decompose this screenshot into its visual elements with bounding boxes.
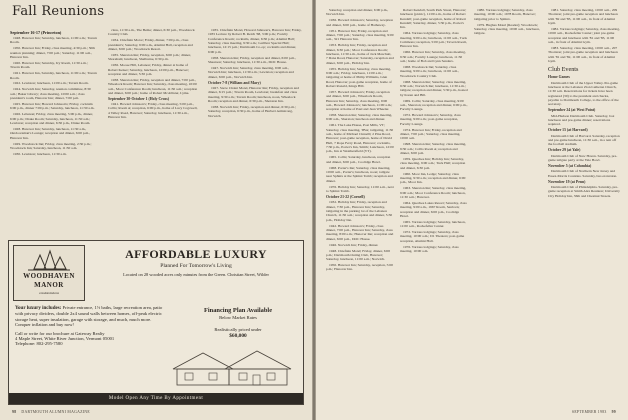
reunion-entry: 1947. Norwich Inn; Saturday, class meeting, 9:00 a.m., Norwich Inn; luncheon, 11:30 a.m.; Lewiston; reception and dinner, 6:00 p.m., Norwich Inn. bbox=[208, 65, 294, 79]
reunion-entry: 1929. Woodstock Inn; Friday, class meeting, 2:30 p.m.; Woodstock Inn; Saturday, luncheon, 11:30 a.m. bbox=[10, 141, 92, 150]
reunion-entry: 1968. Sheraton Inn; Saturday, class meeting, 9:30 a.m.; Norwich Inn; luncheon, 11:30 a.m.; tailgate; reception and dinner, 5:30 p.m., hosted by Karen and Bill. bbox=[400, 79, 468, 97]
reunion-entry: 1938. Norwich Inn; Friday, reception and dinner, 6:30 p.m.; Saturday, reception, 6:30 p.m., home of Herbert Armstrong, Norwich. bbox=[208, 104, 296, 118]
reunion-entry: 1968. Porter's Inn; Saturday, class meeting, 10:00 a.m., Porter's; luncheon, noon; tailgate near Sphinx at the Sphinx Tomb; reception and dinner. bbox=[326, 165, 393, 183]
magazine-name: DARTMOUTH ALUMNI MAGAZINE bbox=[21, 410, 91, 414]
contact-line-1: Call or write for our brochure at Gateway Realty bbox=[15, 330, 105, 336]
reunion-entry: 1965. Various lodgings; Saturday, luncheon, 11:00 a.m., Rockefeller Center. bbox=[400, 219, 466, 229]
reunion-entry: Robert Kendall, South Park Street, Hanover; luncheon (picnic), 11:00 a.m., home of Robert Kendall; post-game reception, home of Robert Kendall; Saturday, dinner, 5:30 p.m., Porter's Inn. bbox=[400, 8, 467, 30]
reunion-entry: 1961. The Lake House, Post Mills, VT; Saturday, class meeting, TBA; tailgating, 11:30 a.m., home of Michael Cinnelli; 2 Pine Road, Hanover; post-game reception, home of David Hull, 7 Rope Ferry Road, Hanover; cocktails, 7:30 p.m., Porter's Inn, Smith; Luncheon, 12:00 p.m., Inn at Weathersfield (VT). bbox=[326, 123, 394, 154]
subheading: September 24 (at West Point) bbox=[548, 108, 596, 113]
right-column-1 bbox=[326, 8, 394, 403]
reunion-entry: 1968. Woodstock Inn; Saturday, class meeting, 9:00 a.m.; luncheon, 11:00 a.m., Woodstock Country Club. bbox=[400, 64, 459, 78]
reunion-entry: 1934. Chieftain Motor; Friday, dinner, 7:00 p.m., class president's; Saturday, 9:00 a.m., Alumni Hall, reception and dinner, 6:00 p.m.; Woodstock Resort. bbox=[108, 38, 193, 51]
reunion-entry: 1925. Hanover Inn; Howard Johnson's; Friday, cocktails 6:00 p.m., dinner 7:00 p.m.; Saturday, luncheon, 11:30 a.m. bbox=[10, 102, 95, 111]
tree-icon bbox=[26, 249, 72, 271]
reunion-entry: 1950. Hanover Inn; Saturday, reception, 5:00 p.m.; Hanover Inn. bbox=[326, 263, 393, 272]
reunion-entry: 1976. Various lodgings; Saturday, class meeting, 10:00 a.m. bbox=[400, 244, 459, 254]
reunion-entry: 1966. Hanover Inn; Saturday, class meeting, 9:30 a.m.; Faculty Lounge; luncheon, 11:30 a.m.; home of Bob and Lynn Sanders. bbox=[400, 50, 466, 63]
section-heading: Club Events bbox=[548, 66, 579, 74]
ad-subheadline: Planned For Tomorrow's Living bbox=[160, 263, 232, 269]
reunion-entry: 1982. Various lodgings; Saturday, class meeting, 10:00 a.m., Rockefeller Center; joint pre-game reception and luncheon with '81 and '83, 11:00 a.m., in front of Alumni Gym. bbox=[548, 26, 620, 44]
house-illustration-icon bbox=[169, 347, 297, 387]
reunion-entry: 1930. Lewiston; luncheon, 11:30 a.m. bbox=[13, 151, 67, 156]
reunion-entry: 1959. Quechee Inn; Holiday Inn; Saturday, class meeting, 9:00 a.m.; Tuck Hall; reception and dinner, 6:30 p.m. bbox=[400, 157, 466, 170]
ad-headline: AFFORDABLE LUXURY bbox=[125, 247, 267, 261]
right-column-2 bbox=[400, 8, 468, 403]
price-label: Realistically priced under bbox=[214, 327, 262, 332]
reunion-entry: 1983. Saturday, class meeting, 10:00 a.m., 207 Thornton; joint pre-game reception and luncheon with '81 and '82, 11:00 a.m., in front of Alumni Gym. bbox=[548, 45, 618, 63]
reunion-entry: 1948. Hanover Inn; Saturday, luncheon, 11:00 a.m.; Tavern Room. bbox=[10, 36, 98, 45]
reunion-date-heading: September 16-17 (Princeton) bbox=[10, 30, 62, 35]
right-footer bbox=[572, 410, 616, 414]
reunion-entry: 1964. Quechee Lakes Resort; Saturday, class meeting, 9:00 a.m., 1967 Room, Sanborn; reception and dinner, 6:00 p.m., Coolidge Hotel. bbox=[400, 200, 467, 218]
reunion-entry: Dartmouth Club of New Haven. Saturday, pre-game tailgate party at the Yale Bowl. bbox=[548, 153, 618, 162]
subheading: October 15 (at Harvard) bbox=[548, 128, 588, 133]
subheading: October 7-8 (William and Mary) bbox=[208, 80, 261, 85]
reunion-entry: 1957. Howard Johnson's; Friday, reception and dinner, 6:00 p.m., Wheelock Room, Hanover Inn; Saturday, class meeting, 9:00 a.m., Howard Johnson's; luncheon, 11:00 a.m.; reception at home of Paul and Jean Wheeler. bbox=[326, 89, 393, 112]
left-column-3 bbox=[208, 28, 302, 236]
reunion-entry: 1948. Chieftain Motel; Friday, dinner, 6:00 p.m.; Dartmouth Outing Club, Hanover; Saturday, luncheon, 11:00 a.m.; Norwich. bbox=[326, 248, 391, 262]
reunion-entry: 1921. Hanover Inn, Saturday, luncheon, 11:00 a.m.; Tavern Room. bbox=[10, 71, 97, 80]
right-column-3 bbox=[474, 8, 542, 403]
subheading: October 29 (at Yale) bbox=[548, 148, 581, 153]
woodhaven-logo bbox=[13, 245, 85, 301]
reunion-entry: 1938. Sheraton Inn; Friday, reception and dinner, 7:00 p.m., Wheelock Room; Hanover Inn; Saturday, class meeting, 10:00 a.m., Moor Conference Room; luncheon, 11:30 a.m.; reception and dinner, 6:00 p.m.; home of Robert McAllister, Lyme. bbox=[108, 77, 198, 95]
reunion-entry: 1953. Holiday Inn; Friday, reception and dinner, 6:30 p.m.; Moor Conference Room; luncheon, 11:30 a.m., home of Jack Meschutt, 7 Dana Road, Hanover; Saturday, reception and dinner, 6:00 p.m., Holiday Inn. bbox=[326, 43, 394, 65]
reunion-entry: 1972. Howard Johnson's; Saturday, class meeting, 9:00 a.m.; post-game reception, Faculty Lounge. bbox=[400, 113, 461, 126]
reunion-entry: 1979. Hughes Motel (Reader); Woodstock; Saturday, class meeting, 10:00 a.m., luncheon, tailgate. bbox=[474, 22, 540, 36]
reunion-entry: class, 11:30 a.m., The Bema; dinner, 6:30 p.m., Woodstock Country Club. bbox=[108, 28, 195, 37]
reunion-entry: 1976. Holiday Inn; Saturday, 11:00 a.m., next to Sphinx Tomb. bbox=[326, 184, 394, 193]
right-column-4 bbox=[548, 8, 620, 403]
reunion-entry: 1964. Various lodgings; Saturday, class meeting, 9:00 a.m.; luncheon, 11:00 a.m., Tuck Commons; reception, 5:00 p.m.; Tavern Room, Hanover Inn. bbox=[400, 31, 467, 49]
reunion-entry: 1972. Various lodgings; Saturday, class meeting, 10:00 a.m.; D1 Theaters; post-game reception, Alumni Hall. bbox=[400, 230, 465, 243]
ad-location: Located on 28 wooded acres only minutes from the Green. Christian Street, Wilder bbox=[123, 272, 269, 277]
ad-footer-band: Model Open Any Time By Appointment bbox=[9, 393, 303, 404]
reunion-entry: 1950. Hanover Inn; Friday, class meeting, 4:30 p.m.; 50th reunion planning; dinner, 7:00 p.m.; Saturday, 11:00 a.m., Hanover Inn. bbox=[10, 46, 96, 59]
ad-contact bbox=[15, 331, 165, 347]
brand-name bbox=[14, 272, 84, 289]
page-number-left: 98 bbox=[12, 410, 17, 414]
reunion-entry: 1958. Sheraton Inn; Friday, reception and dinner, 6:00 p.m., Shearson; Saturday, luncheon, 11:30 a.m., DOC House. bbox=[208, 55, 296, 64]
left-footer bbox=[12, 410, 90, 414]
contact-line-2: 4 Maple Street, White River Junction, Vermont 05001 bbox=[15, 336, 115, 342]
reunion-entry: 1936. Howard Johnson's; Saturday, reception and dinner, 6:00 p.m., home of Hathaway. bbox=[326, 18, 394, 27]
left-column-1 bbox=[10, 28, 98, 236]
reunion-entry: 1922. Lewiston; luncheon, 11:00 a.m.; Tavern Room. bbox=[13, 81, 89, 86]
page-number-right: 99 bbox=[611, 410, 616, 414]
section-title: Fall Reunions bbox=[12, 4, 105, 19]
ad-financing bbox=[179, 307, 297, 340]
reunion-entry: 1955. Holiday Inn; Saturday, class meeting, 9:00 a.m.; Friday, luncheon, 11:00 a.m.; tailgating at home of Philip Williams, Glen Road, Hanover; post-game reception, home of Robert Ronald, Kings Hill. bbox=[326, 66, 392, 88]
reunion-entry: 1942. Howard Johnson's; Friday, class dinner, 7:00 p.m., Hanover Inn; Saturday, class meeting, 8:00 a.m.; Hanover Inn; reception and dinner, 6:00 p.m., DOC House. bbox=[326, 223, 394, 241]
reunion-entry: 1936. Moose Hill, Lebanon; Friday, dinner at home of Robert Keiser; Saturday, luncheon, 12:00 p.m., Hanover; reception and dinner, 5:30 p.m. bbox=[108, 63, 189, 76]
reunion-entry: 1963. Sheraton Inn; Saturday, class meeting, 9:00 a.m.; Moor Conference Room; luncheon, 11:30 a.m.; Hanover. bbox=[400, 186, 467, 199]
reunion-entry: 1927. Snow Chalet Motel, Hanover Inn; Friday, reception and dinner, 6:15 p.m.; Tavern Room, Lewiston; breakfast and class meeting, 9:30 a.m.; Tavern Room; luncheon, noon, Wheelock Room; reception and dinner, 6:30 p.m., Sheraton Inn. bbox=[208, 85, 299, 103]
right-page bbox=[316, 0, 628, 420]
reunion-entry: 1941. Howard Johnson's; Friday, class meeting, 5:00 p.m., Collis; Room A; reception, 6:00 p.m., home of Lucy Cogswell, 4 Valley Road, Hanover; Saturday, luncheon, 11:30 a.m., Hanover Inn. bbox=[108, 102, 198, 120]
left-page bbox=[0, 0, 312, 420]
subheading: October 21-22 (Cornell) bbox=[326, 194, 365, 199]
reunion-entry: 1926. Lebanon; Friday, class meeting, 5:00 p.m., dinner, 6:00 p.m.; Drake Room; Saturday, luncheon, 11:30 a.m.; Lewiston; reception and dinner, 6:30 p.m., Drake Room. bbox=[10, 112, 94, 125]
reunion-entry: 1974. Hanover Inn; Friday, reception and dinner, 7:00 p.m.; Saturday, class meeting, 10:00 a.m. bbox=[400, 127, 462, 141]
reunion-entry: 1960. Moor Inn, Ledge; Saturday, class meeting, 9:30 a.m.; reception and dinner, 6:00 p.m., Moor Inn. bbox=[400, 171, 466, 185]
reunion-entry: 1981. Saturday, class meeting, 10:00 a.m., 209 Thornton; joint pre-game reception and luncheon with '82 and '83, 11:00 a.m., in front of Alumni Gym. bbox=[548, 8, 618, 26]
financing-headline: Financing Plan Available bbox=[203, 307, 273, 314]
woodhaven-ad bbox=[8, 240, 304, 405]
reunion-entry: 1924. Norwich Inn; Saturday, reunion committee, 8:30 a.m.; Baker Library; class meeting, 10:00 a.m.; class president's room, Hanover Inn; dinner, 7:00 p.m. bbox=[10, 87, 91, 101]
reunion-entry: 1935. Sheraton Inn; Friday, reception, 6:00 p.m.; dinner, Shoreham; luncheon, Shelburne, 6:30 p.m. bbox=[108, 52, 191, 62]
reunion-entry: 1951. Hanover Inn; Friday, reception and dinner, 7:00 p.m.; Saturday, class meeting, 9:00 a.m., 321 Hanover Inn. bbox=[326, 28, 394, 42]
reunion-entry: Dartmouth Club of Philadelphia. Saturday, pre-game reception at Smith Alex Reunion; University City Holiday Inn, 36th and Chestnut Streets. bbox=[548, 184, 620, 198]
contact-phone: Telephone: 802-295-7580 bbox=[15, 341, 63, 347]
left-column-2 bbox=[108, 28, 198, 236]
reunion-entry: 1958. Sheraton Inn; Saturday, class meeting, 9:00 a.m., Sheraton; luncheon and dinner. bbox=[326, 113, 393, 122]
reunion-entry: 1935. Chieftain Motel, Howard Johnson's, Hanover Inn; Friday, 1935 Lecture by Robert B. Reich '68, 3:00 p.m.; Faculty Conference Room; cocktails, dinner, 6:30 p.m.; Alumni Hall; Saturday, class meeting, 9:30 a.m.; Gulliver Special Hall; luncheon, 12:15 p.m.; Dartmouth Co-op; cocktails and dinner, 6:00 p.m. bbox=[208, 28, 302, 54]
brand-line-1: WOODHAVEN bbox=[23, 272, 75, 280]
features-intro: Your luxury includes: bbox=[15, 306, 62, 311]
reunion-entry: Dartmouth Club of the Upper Valley. Pre-game luncheon at the Lebanon Zion Lutheran Church, 11:30 a.m. Reservations for tickets have been registered (30) to the president and checks, payable to Dartmouth College, to the office of the secretary. bbox=[548, 80, 619, 107]
reunion-entry: 1965. Collis; Saturday, luncheon, reception and dinner, 6:00 p.m., Coolidge Hotel. bbox=[326, 155, 391, 164]
features-body: Private entrance, 1½ baths, large recreation area, patio with privacy dividers, double 2x4 sound walls between homes, off-peak electric storage heat, super insulation, garage with storage, and much, much more. Conquer inflation and buy now! bbox=[15, 305, 163, 328]
reunion-entry: 1928. Hanover Inn; Saturday, luncheon, 11:30 a.m., Outdoorsman's Lounge; reception and dinner, 6:00 p.m., Hanover Inn. bbox=[10, 126, 91, 140]
reunion-entry: Mid-Hudson Dartmouth Club. Saturday, box luncheon and pre-game dinner; reservations required. bbox=[548, 113, 615, 127]
subheading: November 5 (at Columbia) bbox=[548, 163, 592, 168]
financing-sub: Below Market Rates bbox=[219, 315, 257, 320]
issue-date: SEPTEMBER 1983 bbox=[571, 410, 607, 414]
reunion-entry: 1980. Various lodgings; Saturday, class meeting, 10:00 a.m.; 1978 Room, Hanover; tailgating prior to Sphinx. bbox=[474, 8, 536, 21]
brand-tagline: condominiums bbox=[39, 291, 59, 295]
reunion-entry: Dartmouth Club of Northern New Jersey and Essex-Morris Counties. Saturday, bus excursion. bbox=[548, 169, 618, 178]
price-value: $60,000 bbox=[229, 333, 247, 339]
reunion-entry: 1969. Collis; Saturday, class meeting, 9:00 a.m., Sheraton; reception and dinner, 6:00 p.m., Faculty Lounge. bbox=[400, 98, 468, 112]
reunion-entry: Dartmouth Club of Harvard. Saturday, reception and pre-game luncheon, 11:30 a.m., in a tent off the football stadium. bbox=[548, 133, 620, 147]
subheading: November 19 (at Penn) bbox=[548, 179, 586, 184]
reunion-entry: 1920. Hanover Inn; Saturday, Ivy Room, 11:30 a.m.; Tavern Room. bbox=[10, 60, 88, 70]
subheading: September 30-October 1 (Holy Cross) bbox=[108, 96, 169, 101]
reunion-entry: 1998. Sheraton Inn; Saturday, class meeting, 9:30 a.m.; Collis Room A; reception and dinner, 6:00 p.m. bbox=[400, 142, 467, 156]
ad-features bbox=[15, 305, 165, 347]
reunion-entry: 1932. Holiday Inn; Friday, reception and dinner, 7:30 p.m., Hanover Inn; Saturday, tailgating in the parking lot of the Lebanon Church, 11:30 a.m.; reception and dinner, 5:30 p.m., Holiday Inn. bbox=[326, 200, 393, 222]
reunion-entry: Saturday, reception and dinner, 6:00 p.m., Norwich Inn. bbox=[326, 8, 389, 17]
brand-line-2: MANOR bbox=[34, 280, 64, 289]
reunion-entry: 1946. Norwich Inn; Friday, dinner. bbox=[329, 242, 379, 247]
subheading: Home Games bbox=[548, 75, 570, 80]
